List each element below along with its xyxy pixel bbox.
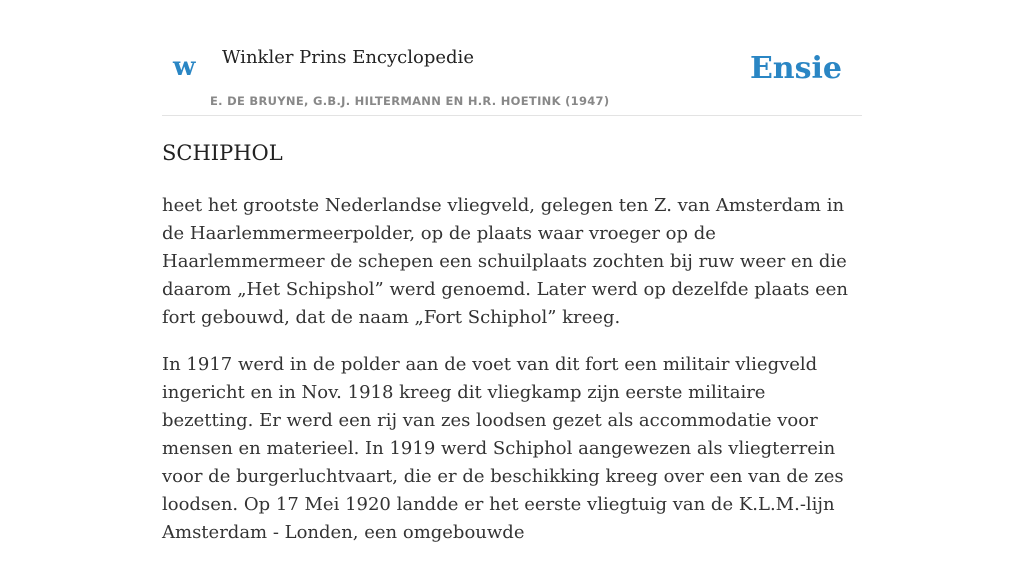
authors-byline: E. DE BRUYNE, G.B.J. HILTERMANN EN H.R. HOETINK (1947) (210, 94, 610, 108)
publication-title[interactable]: Winkler Prins Encyclopedie (222, 47, 474, 68)
article-title: SCHIPHOL (162, 141, 283, 165)
header (162, 40, 862, 116)
article-body (162, 192, 862, 566)
winkler-prins-logo[interactable]: w (173, 52, 196, 82)
article-paragraph: In 1917 werd in de polder aan de voet van dit fort een militair vliegveld ingericht en in Nov. 1918 kreeg dit vliegkamp zijn eerste militaire bezetting. Er werd een rij van zes loodsen gezet als accommodatie voor mensen en materieel. In 1919 werd Schiphol aangewezen als vliegterrein voor de burgerluchtvaart, die er de beschikking kreeg over een van de zes loodsen. Op 17 Mei 1920 landde er het eerste vliegtuig van de K.L.M.-lijn Amsterdam - Londen, een omgebouwde (162, 354, 844, 543)
ensie-logo-link[interactable]: Ensie (749, 51, 842, 86)
article-paragraph: heet het grootste Nederlandse vliegveld, gelegen ten Z. van Amsterdam in de Haarlemmermeerpolder, op de plaats waar vroeger op de Haarlemmermeer de schepen een schuilplaats zochten bij ruw weer en die daarom „Het Schipshol” werd genoemd. Later werd op dezelfde plaats een fort gebouwd, dat de naam „Fort Schiphol” kreeg. (162, 195, 849, 328)
